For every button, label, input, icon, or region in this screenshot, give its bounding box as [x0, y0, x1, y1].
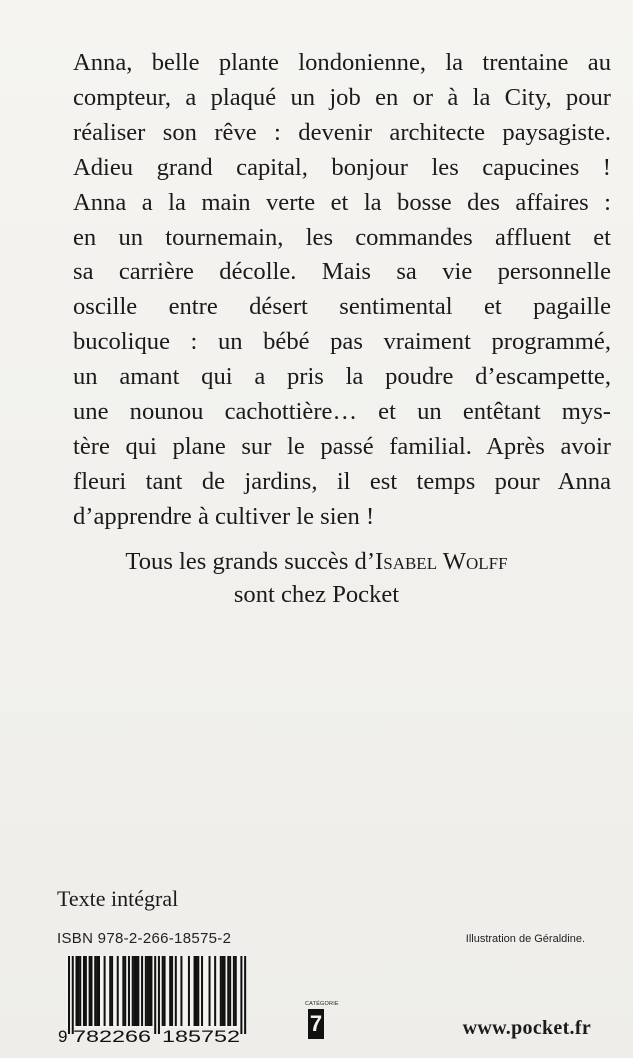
barcode-bar [68, 956, 70, 1034]
category-label: CATÉGORIE [305, 1001, 339, 1007]
blurb-line: une nounou cachottière… et un entêtant mys- [73, 398, 611, 426]
promo-prefix: Tous les grands succès d’ [125, 548, 376, 575]
barcode-bar [201, 956, 203, 1026]
blurb-line: Adieu grand capital, bonjour les capucines ! [73, 153, 611, 181]
barcode-bar [98, 956, 100, 1026]
barcode-bar [147, 956, 149, 1026]
isbn: ISBN 978-2-266-18575-2 [57, 930, 232, 947]
blurb-text [73, 46, 611, 535]
barcode-bar [145, 956, 147, 1026]
barcode-bar [117, 956, 119, 1026]
barcode-bar [229, 956, 231, 1026]
barcode-bar [75, 956, 77, 1026]
promo-line-2: sont chez Pocket [233, 581, 400, 608]
barcode-bar [79, 956, 81, 1026]
barcode-bar [180, 956, 182, 1026]
blurb-line: sa carrière décolle. Mais sa vie personnelle [73, 258, 611, 286]
barcode-bar [90, 956, 92, 1026]
barcode-bar [124, 956, 126, 1026]
barcode-digits-left: 782266 [73, 1027, 151, 1046]
edition-note: Texte intégral [57, 886, 179, 911]
barcode-digit-first: 9 [58, 1027, 68, 1046]
blurb-line: compteur, a plaqué un job en or à la City, pour [73, 83, 611, 111]
barcode-bar [162, 956, 164, 1026]
barcode-bar [188, 956, 190, 1026]
barcode-bar [72, 956, 74, 1034]
barcode-bar [104, 956, 106, 1026]
barcode-digits-right: 185752 [162, 1027, 240, 1046]
blurb-line: un amant qui a pris la poudre d’escampette, [73, 363, 611, 391]
barcode-bar [222, 956, 224, 1026]
category-number: 7 [308, 1009, 324, 1039]
illustration-credit: Illustration de Géraldine. [465, 933, 585, 945]
blurb-line: Anna, belle plante londonienne, la trentaine au [73, 49, 611, 76]
barcode-bar [169, 956, 171, 1026]
barcode-bar [96, 956, 98, 1026]
barcode-bar [141, 956, 143, 1026]
barcode-bar [77, 956, 79, 1026]
barcode-bar [135, 956, 137, 1026]
barcode-bar [227, 956, 229, 1026]
barcode-bar [128, 956, 130, 1026]
barcode-bar [235, 956, 237, 1026]
blurb-line: réaliser son rêve : devenir architecte paysagiste. [73, 118, 611, 146]
barcode-bar [154, 956, 156, 1034]
barcode-bar [132, 956, 134, 1026]
barcode-bar [134, 956, 136, 1026]
category-badge [305, 1001, 339, 1039]
barcode-bar [122, 956, 124, 1026]
barcode-bar [150, 956, 152, 1026]
barcode-bar [158, 956, 160, 1034]
barcode-bar [164, 956, 166, 1026]
blurb-line: en un tournemain, les commandes affluent et [73, 223, 611, 251]
blurb-line: d’apprendre à cultiver le sien ! [73, 502, 375, 530]
barcode-bar [175, 956, 177, 1026]
barcode-bar [195, 956, 197, 1026]
barcode-bar [220, 956, 222, 1026]
barcode-bar [89, 956, 91, 1026]
barcode-bar [244, 956, 246, 1034]
barcode-bar [109, 956, 111, 1026]
barcode [52, 956, 252, 1046]
publisher-website: www.pocket.fr [462, 1017, 591, 1039]
barcode-bar [209, 956, 211, 1026]
barcode-bar [240, 956, 242, 1034]
barcode-bar [94, 956, 96, 1026]
barcode-bar [171, 956, 173, 1026]
author-name: Isabel Wolff [375, 548, 508, 575]
barcode-bar [85, 956, 87, 1026]
blurb-line: tère qui plane sur le passé familial. Après avoir [73, 432, 611, 460]
barcode-bar [137, 956, 139, 1026]
barcode-bar [197, 956, 199, 1026]
barcode-bar [214, 956, 216, 1026]
barcode-bar [83, 956, 85, 1026]
blurb-line: Anna a la main verte et la bosse des affaires : [73, 188, 611, 216]
blurb-line: fleuri tant de jardins, il est temps pour Anna [73, 467, 611, 495]
blurb-line: bucolique : un bébé pas vraiment programmé, [73, 328, 611, 356]
barcode-bar [149, 956, 151, 1026]
barcode-bar [233, 956, 235, 1026]
author-promo [0, 545, 633, 611]
barcode-bar [194, 956, 196, 1026]
blurb-line: oscille entre désert sentimental et pagaille [73, 293, 611, 321]
barcode-bar [224, 956, 226, 1026]
barcode-graphic [52, 956, 252, 1046]
promo-line-1 [0, 545, 633, 578]
barcode-bar [111, 956, 113, 1026]
